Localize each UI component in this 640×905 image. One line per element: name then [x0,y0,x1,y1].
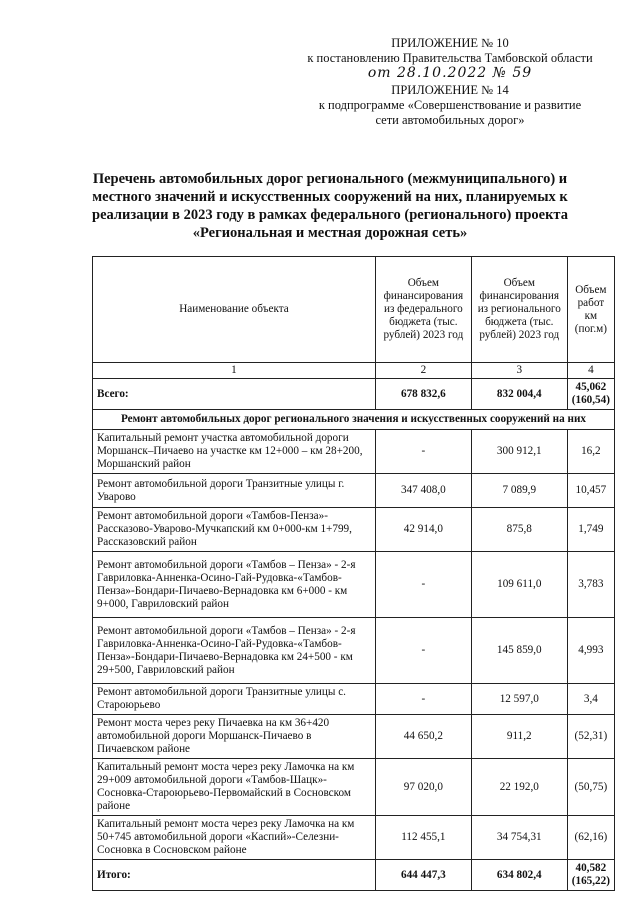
appendix-14-label: ПРИЛОЖЕНИЕ № 14 [391,83,509,97]
appendix-header [300,36,600,128]
title-line-1: Перечень автомобильных дорог регионального (межмуниципального) и [92,171,568,187]
work-volume: 1,749 [567,508,614,552]
roads-table [92,256,615,891]
section-row [93,410,615,430]
itogo-label: Итого: [93,860,376,891]
work-volume: 4,993 [567,618,614,684]
work-volume: (62,16) [567,816,614,860]
title-line-2: местного значений и искусственных сооружений на них, планируемых к [92,189,568,205]
federal-amount: - [375,684,471,715]
column-number: 4 [567,363,614,379]
header-regional-budget: Объем финансирования из регионального бюджета (тыс. рублей) 2023 год [471,257,567,363]
resolution-reference: к постановлению Правительства Тамбовской области [307,51,593,65]
itogo-volume: 40,582 (165,22) [567,860,614,891]
work-volume: 3,4 [567,684,614,715]
regional-amount: 34 754,31 [471,816,567,860]
column-number: 3 [471,363,567,379]
table-row [93,474,615,508]
regional-amount: 12 597,0 [471,684,567,715]
object-name: Ремонт автомобильной дороги Транзитные улицы с. Староюрьево [93,684,376,715]
table-row [93,759,615,816]
total-regional: 832 004,4 [471,379,567,410]
regional-amount: 145 859,0 [471,618,567,684]
table-row [93,552,615,618]
regional-amount: 7 089,9 [471,474,567,508]
federal-amount: 347 408,0 [375,474,471,508]
table-row [93,715,615,759]
handwritten-date-number: от 28.10.2022 № 59 [367,65,533,81]
object-name: Капитальный ремонт моста через реку Ламочка на км 50+745 автомобильной дороги «Каспий»-Селезни-Сосновка в Сосновском районе [93,816,376,860]
object-name: Ремонт автомобильной дороги «Тамбов-Пенза»-Рассказово-Уварово-Мучкапский км 0+000-км 1+799, Рассказовский район [93,508,376,552]
work-volume: 10,457 [567,474,614,508]
appendix-10-label: ПРИЛОЖЕНИЕ № 10 [391,36,509,50]
object-name: Ремонт моста через реку Пичаевка на км 36+420 автомобильной дороги Моршанск-Пичаево в Пичаевском районе [93,715,376,759]
regional-amount: 875,8 [471,508,567,552]
total-label: Всего: [93,379,376,410]
itogo-row [93,860,615,891]
section-title: Ремонт автомобильных дорог регионального значения и искусственных сооружений на них [93,410,615,430]
table-row [93,816,615,860]
work-volume: 3,783 [567,552,614,618]
object-name: Ремонт автомобильной дороги Транзитные улицы г. Уварово [93,474,376,508]
object-name: Капитальный ремонт моста через реку Ламочка на км 29+009 автомобильной дороги «Тамбов-Шацк»-Сосновка-Староюрьево-Первомайский в Сосновском районе [93,759,376,816]
header-object-name: Наименование объекта [93,257,376,363]
federal-amount: 42 914,0 [375,508,471,552]
column-number-row [93,363,615,379]
object-name: Ремонт автомобильной дороги «Тамбов – Пенза» - 2-я Гавриловка-Анненка-Осино-Гай-Рудовка-«Тамбов-Пенза»-Бондари-Пичаево-Вернадовка км 24+500 - км 29+500, Гавриловский район [93,618,376,684]
table-header-row [93,257,615,363]
table-row [93,430,615,474]
table-row [93,508,615,552]
subprogram-reference-line1: к подпрограмме «Совершенствование и развитие [318,98,582,112]
federal-amount: - [375,430,471,474]
regional-amount: 109 611,0 [471,552,567,618]
table-row [93,684,615,715]
header-work-volume: Объем работ км (пог.м) [567,257,614,363]
work-volume: 16,2 [567,430,614,474]
column-number: 2 [375,363,471,379]
regional-amount: 300 912,1 [471,430,567,474]
object-name: Капитальный ремонт участка автомобильной дороги Моршанск–Пичаево на участке км 12+000 – км 28+200, Моршанский район [93,430,376,474]
object-name: Ремонт автомобильной дороги «Тамбов – Пенза» - 2-я Гавриловка-Анненка-Осино-Гай-Рудовка-«Тамбов-Пенза»-Бондари-Пичаево-Вернадовка км 6+000 - км 9+000, Гавриловский район [93,552,376,618]
title-line-3: реализации в 2023 году в рамках федерального (регионального) проекта [92,207,568,223]
table-row [93,618,615,684]
header-federal-budget: Объем финансирования из федерального бюджета (тыс. рублей) 2023 год [375,257,471,363]
total-federal: 678 832,6 [375,379,471,410]
document-title [60,170,600,242]
federal-amount: - [375,552,471,618]
itogo-federal: 644 447,3 [375,860,471,891]
subprogram-reference-line2: сети автомобильных дорог» [375,113,525,127]
column-number: 1 [93,363,376,379]
regional-amount: 911,2 [471,715,567,759]
federal-amount: - [375,618,471,684]
work-volume: (52,31) [567,715,614,759]
federal-amount: 44 650,2 [375,715,471,759]
total-row [93,379,615,410]
regional-amount: 22 192,0 [471,759,567,816]
federal-amount: 112 455,1 [375,816,471,860]
federal-amount: 97 020,0 [375,759,471,816]
itogo-regional: 634 802,4 [471,860,567,891]
title-line-4: «Региональная и местная дорожная сеть» [192,225,468,241]
work-volume: (50,75) [567,759,614,816]
total-volume: 45,062 (160,54) [567,379,614,410]
